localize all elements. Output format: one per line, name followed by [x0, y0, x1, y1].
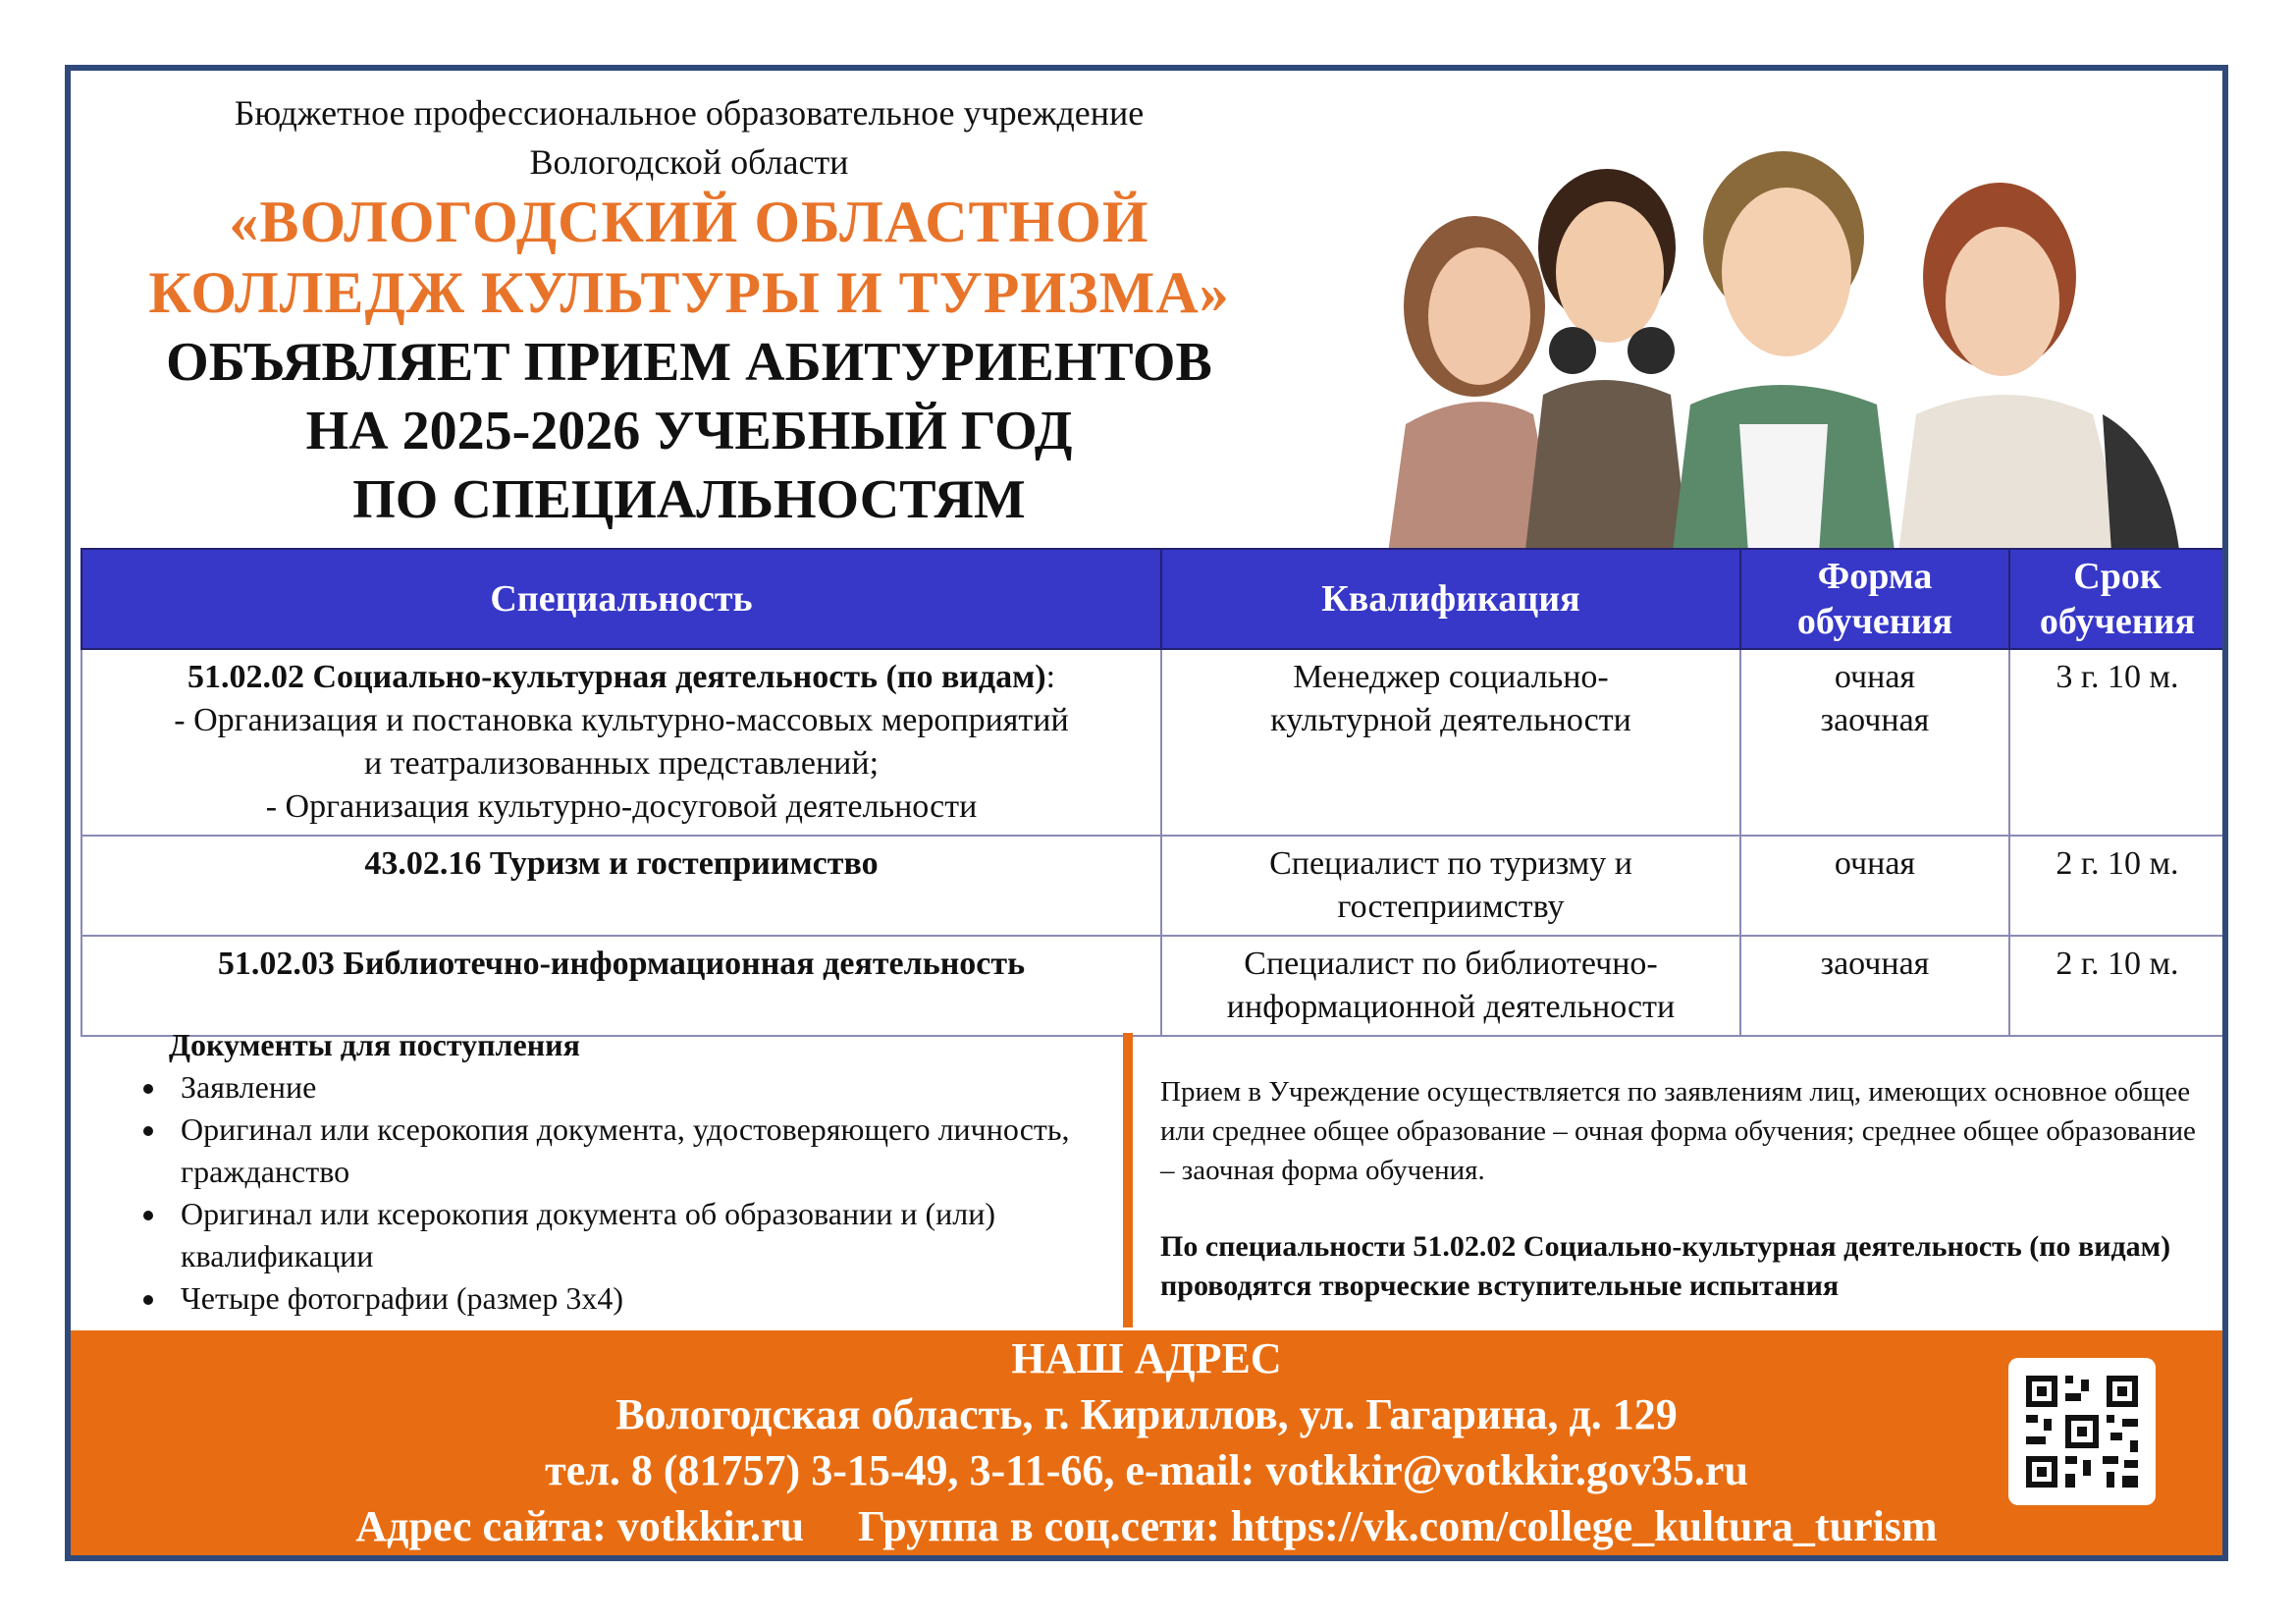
- qualification-line: Менеджер социально-: [1293, 659, 1609, 695]
- term-cell: 2 г. 10 м.: [2009, 936, 2225, 1036]
- form-line: заочная: [1820, 702, 1930, 738]
- admission-note-text: Прием в Учреждение осуществляется по заявлениям лиц, имеющих основное общее или среднее общее образование – очная форма обучения; среднее общее образование – заочная форма обучения.: [1160, 1076, 2196, 1186]
- form-cell: [1740, 936, 2009, 1036]
- table-row: [81, 836, 2225, 936]
- section-divider: [1123, 1033, 1133, 1327]
- col-header-term-line1: Срок: [2073, 556, 2162, 597]
- footer-address: Вологодская область, г. Кириллов, ул. Гагарина, д. 129: [615, 1390, 1678, 1438]
- form-line: заочная: [1820, 946, 1930, 982]
- admission-note: [1160, 1072, 2201, 1306]
- qr-code-icon[interactable]: [2008, 1358, 2156, 1505]
- col-header-qualification: Квалификация: [1161, 549, 1740, 649]
- table-row: [81, 936, 2225, 1036]
- specialty-line: - Организация культурно-досуговой деятельности: [265, 788, 978, 825]
- col-header-form-line2: обучения: [1796, 601, 1953, 642]
- list-item: • Оригинал или ксерокопия документа, удостоверяющего личность, гражданство: [169, 1109, 1141, 1193]
- term-cell: 3 г. 10 м.: [2009, 649, 2225, 836]
- col-header-term-line2: обучения: [2039, 601, 2196, 642]
- college-name-line-1: «ВОЛОГОДСКИЙ ОБЛАСТНОЙ: [229, 189, 1149, 254]
- table-row: [81, 649, 2225, 836]
- form-cell: [1740, 649, 2009, 836]
- documents-section: [110, 1023, 1141, 1320]
- documents-title: Документы для поступления: [169, 1027, 580, 1062]
- poster-header: [71, 88, 1308, 534]
- qualification-cell: [1161, 936, 1740, 1036]
- college-name-line-2: КОЛЛЕДЖ КУЛЬТУРЫ И ТУРИЗМА»: [148, 260, 1230, 325]
- qualification-line: гостеприимству: [1337, 889, 1565, 925]
- specialty-suffix: :: [1045, 659, 1056, 695]
- list-item: • Оригинал или ксерокопия документа об образовании и (или) квалификации: [169, 1193, 1141, 1277]
- qualification-line: информационной деятельности: [1226, 989, 1676, 1025]
- col-header-form: [1740, 549, 2009, 649]
- term-cell: 2 г. 10 м.: [2009, 836, 2225, 936]
- qualification-cell: [1161, 649, 1740, 836]
- specialty-line: и театрализованных представлений;: [363, 745, 880, 782]
- announce-line-3: ПО СПЕЦИАЛЬНОСТЯМ: [352, 469, 1026, 530]
- col-header-specialty: Специальность: [81, 549, 1161, 649]
- specialty-cell: [81, 836, 1161, 936]
- specialty-title: 51.02.02 Социально-культурная деятельность (по видам): [187, 659, 1046, 695]
- specialty-title: 43.02.16 Туризм и гостеприимство: [364, 845, 879, 882]
- specialties-table: [80, 548, 2226, 1037]
- form-line: очная: [1834, 659, 1916, 695]
- qr-code-graphic: [2008, 1358, 2156, 1505]
- announce-line-1: ОБЪЯВЛЯЕТ ПРИЕМ АБИТУРИЕНТОВ: [166, 332, 1212, 393]
- specialty-title: 51.02.03 Библиотечно-информационная деятельность: [217, 946, 1026, 982]
- documents-list: [110, 1066, 1141, 1320]
- qualification-line: Специалист по туризму и: [1269, 845, 1632, 882]
- col-header-form-line1: Форма: [1817, 556, 1933, 597]
- announce-line-2: НА 2025-2026 УЧЕБНЫЙ ГОД: [305, 401, 1073, 461]
- footer-title: НАШ АДРЕС: [1011, 1334, 1282, 1382]
- specialty-cell: [81, 649, 1161, 836]
- table-header-row: [81, 549, 2225, 649]
- poster-frame: [65, 65, 2228, 1561]
- specialty-line: - Организация и постановка культурно-массовых мероприятий: [174, 702, 1069, 738]
- qualification-line: культурной деятельности: [1270, 702, 1631, 738]
- footer-group[interactable]: Группа в соц.сети: https://vk.com/college_kultura_turism: [858, 1502, 1938, 1550]
- admission-note-bold: По специальности 51.02.02 Социально-культурная деятельность (по видам) проводятся творческие вступительные испытания: [1160, 1230, 2171, 1302]
- footer-contacts: тел. 8 (81757) 3-15-49, 3-11-66, e-mail: votkkir@votkkir.gov35.ru: [545, 1446, 1748, 1494]
- list-item: • Заявление: [169, 1066, 1141, 1109]
- students-photo: [1347, 100, 2220, 571]
- footer-links: [71, 1498, 2222, 1554]
- form-cell: [1740, 836, 2009, 936]
- qualification-cell: [1161, 836, 1740, 936]
- footer-site[interactable]: Адрес сайта: votkkir.ru: [355, 1502, 805, 1550]
- col-header-term: [2009, 549, 2225, 649]
- qualification-line: Специалист по библиотечно-: [1244, 946, 1658, 982]
- specialty-cell: [81, 936, 1161, 1036]
- institution-line-1: Бюджетное профессиональное образовательное учреждение: [234, 93, 1145, 133]
- address-footer: [71, 1330, 2222, 1555]
- institution-line-2: Вологодской области: [529, 142, 849, 182]
- list-item: • Четыре фотографии (размер 3х4): [169, 1277, 1141, 1320]
- form-line: очная: [1834, 845, 1916, 882]
